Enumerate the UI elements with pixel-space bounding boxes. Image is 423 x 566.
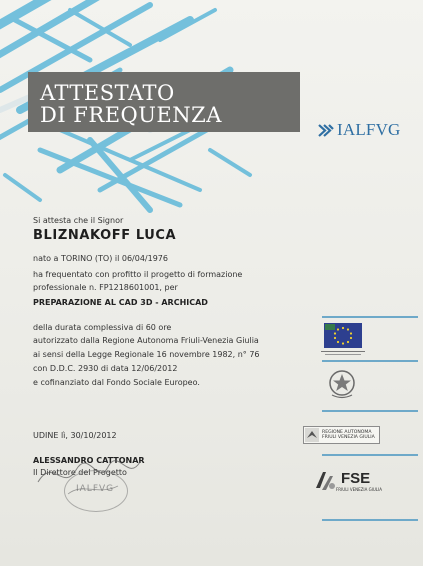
detail-line-5: e cofinanziato dal Fondo Sociale Europeo. — [33, 378, 200, 387]
detail-line-1: della durata complessiva di 60 ore — [33, 323, 172, 332]
recipient-name: BLIZNAKOFF LUCA — [33, 228, 177, 243]
handwritten-signature — [28, 452, 148, 502]
signer-role: Il Direttore del Progetto — [33, 468, 127, 477]
divider-line — [322, 519, 418, 521]
regione-line-1: REGIONE AUTONOMA — [322, 429, 372, 435]
detail-line-2: autorizzato dalla Regione Autonoma Friuli-Venezia Giulia — [33, 336, 259, 345]
certificate-title-line-2: DI FREQUENZA — [40, 103, 222, 127]
divider-line — [322, 454, 418, 456]
intro-text: Si attesta che il Signor — [33, 216, 124, 225]
ialfvg-logo-text: IALFVG — [337, 120, 401, 139]
detail-line-3: ai sensi della Legge Regionale 16 novembre 1982, n° 76 — [33, 350, 260, 359]
course-title: PREPARAZIONE AL CAD 3D - ARCHICAD — [33, 298, 208, 307]
divider-line — [322, 360, 418, 362]
birth-info: nato a TORINO (TO) il 06/04/1976 — [33, 254, 168, 263]
fse-logo — [312, 466, 382, 496]
eu-flag-icon — [324, 323, 362, 348]
divider-line — [322, 410, 418, 412]
place-date: UDINE lì, 30/10/2012 — [33, 431, 117, 440]
fse-logo-subtext: FRIULI VENEZIA GIULIA — [336, 487, 382, 492]
fse-mark-icon — [312, 468, 338, 494]
regione-fvg-logo — [303, 426, 380, 444]
eu-caption-lines — [321, 350, 365, 356]
signer-name: ALESSANDRO CATTONAR — [33, 456, 145, 465]
ialfvg-mark-icon — [318, 124, 334, 137]
stamp-text: IALFVG — [76, 484, 115, 494]
regione-line-2: FRIULI VENEZIA GIULIA — [322, 435, 375, 440]
attended-line-1: ha frequentato con profitto il progetto di formazione — [33, 270, 243, 279]
italian-republic-emblem-icon — [328, 369, 356, 399]
divider-line — [322, 316, 418, 318]
title-band — [28, 72, 300, 132]
regione-eagle-icon — [305, 428, 319, 442]
detail-line-4: con D.D.C. 2930 di data 12/06/2012 — [33, 364, 178, 373]
certificate-title-line-1: ATTESTATO — [40, 81, 175, 105]
fse-logo-text: FSE — [341, 470, 371, 487]
ialfvg-logo — [318, 120, 401, 140]
attended-line-2: professionale n. FP1218601001, per — [33, 283, 178, 292]
